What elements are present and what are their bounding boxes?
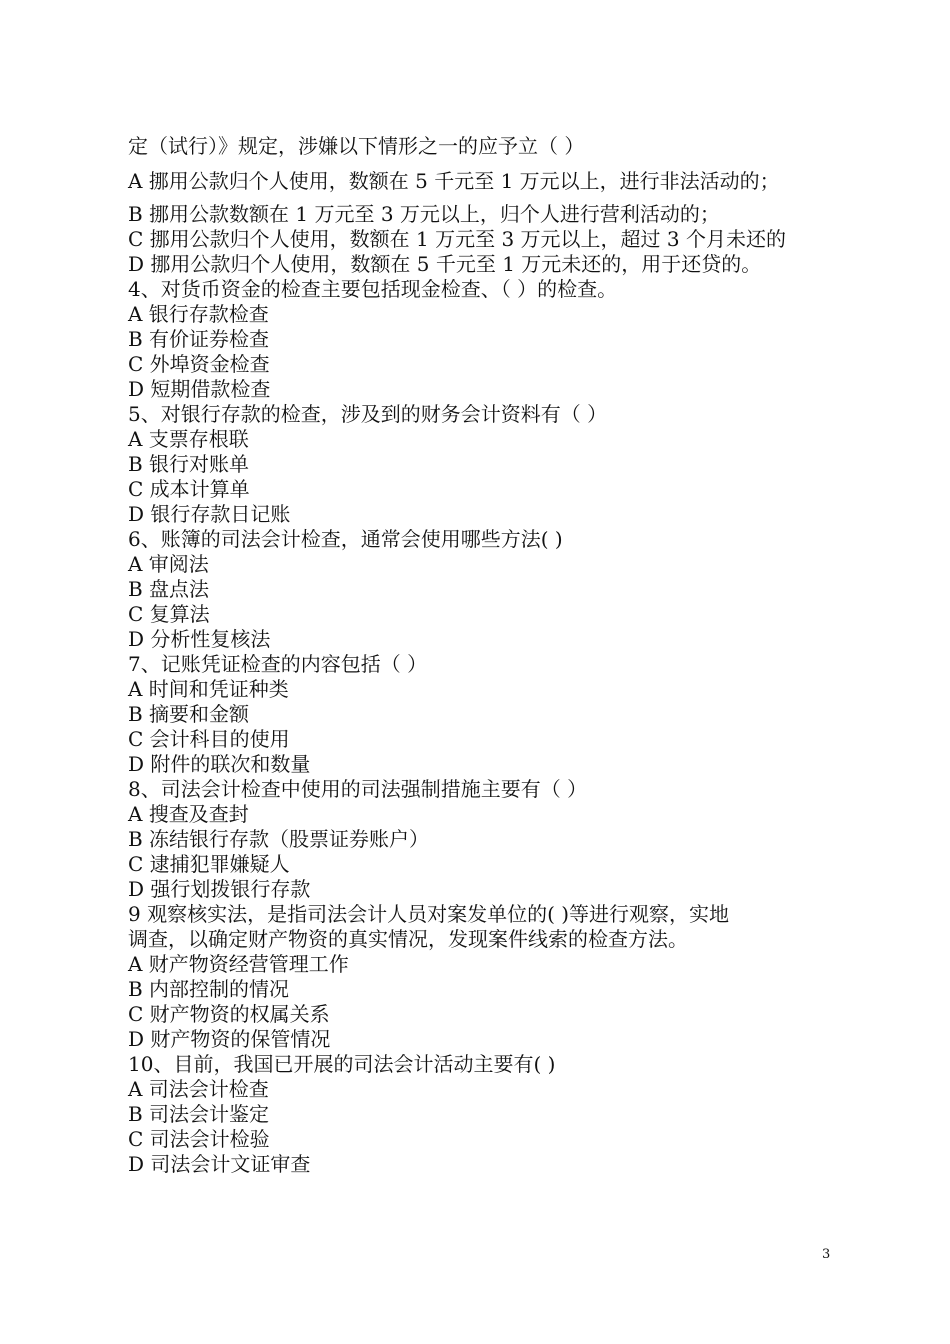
question-7-option-a: A 时间和凭证种类 [128,677,289,701]
question-10-option-a: A 司法会计检查 [128,1077,269,1101]
question-3-option-d: D 挪用公款归个人使用，数额在 5 千元至 1 万元未还的，用于还贷的。 [128,252,762,276]
question-3-option-b: B 挪用公款数额在 1 万元至 3 万元以上，归个人进行营利活动的； [128,202,720,226]
question-3-stem-continuation: 定（试行）》规定，涉嫌以下情形之一的应予立（ ） [128,134,585,158]
page-number: 3 [822,1247,831,1262]
question-9-option-c: C 财产物资的权属关系 [128,1002,330,1026]
question-4-stem: 4、对货币资金的检查主要包括现金检查、（ ）的检查。 [128,277,618,301]
document-body [128,134,848,1177]
question-8-option-a: A 搜查及查封 [128,802,249,826]
question-9-option-a: A 财产物资经营管理工作 [128,952,349,976]
question-10-option-c: C 司法会计检验 [128,1127,270,1151]
question-7-option-c: C 会计科目的使用 [128,727,290,751]
question-3-option-a: A 挪用公款归个人使用，数额在 5 千元至 1 万元以上，进行非法活动的； [128,169,780,193]
question-6-stem: 6、账簿的司法会计检查，通常会使用哪些方法( ) [128,527,563,551]
question-8-stem: 8、司法会计检查中使用的司法强制措施主要有（ ） [128,777,588,801]
question-3-option-c: C 挪用公款归个人使用，数额在 1 万元至 3 万元以上，超过 3 个月未还的 [128,227,786,251]
question-4-option-b: B 有价证券检查 [128,327,270,351]
question-7-option-d: D 附件的联次和数量 [128,752,311,776]
question-4-option-c: C 外埠资金检查 [128,352,270,376]
question-5-stem: 5、对银行存款的检查，涉及到的财务会计资料有（ ） [128,402,608,426]
question-6-option-c: C 复算法 [128,602,210,626]
question-10-option-b: B 司法会计鉴定 [128,1102,270,1126]
question-8-option-b: B 冻结银行存款（股票证券账户） [128,827,430,851]
question-5-option-a: A 支票存根联 [128,427,249,451]
question-9-stem-line-2: 调查，以确定财产物资的真实情况，发现案件线索的检查方法。 [128,927,688,951]
question-6-option-d: D 分析性复核法 [128,627,271,651]
question-6-option-b: B 盘点法 [128,577,210,601]
question-8-option-d: D 强行划拨银行存款 [128,877,311,901]
question-8-option-c: C 逮捕犯罪嫌疑人 [128,852,290,876]
question-10-option-d: D 司法会计文证审查 [128,1152,311,1176]
question-7-stem: 7、记账凭证检查的内容包括（ ） [128,652,428,676]
question-9-stem-line-1: 9 观察核实法，是指司法会计人员对案发单位的( )等进行观察，实地 [128,902,730,926]
question-5-option-c: C 成本计算单 [128,477,250,501]
question-4-option-a: A 银行存款检查 [128,302,269,326]
question-4-option-d: D 短期借款检查 [128,377,271,401]
question-5-option-d: D 银行存款日记账 [128,502,291,526]
question-6-option-a: A 审阅法 [128,552,209,576]
question-7-option-b: B 摘要和金额 [128,702,250,726]
question-9-option-d: D 财产物资的保管情况 [128,1027,331,1051]
question-5-option-b: B 银行对账单 [128,452,250,476]
question-10-stem: 10、目前，我国已开展的司法会计活动主要有( ) [128,1052,556,1076]
question-9-option-b: B 内部控制的情况 [128,977,290,1001]
